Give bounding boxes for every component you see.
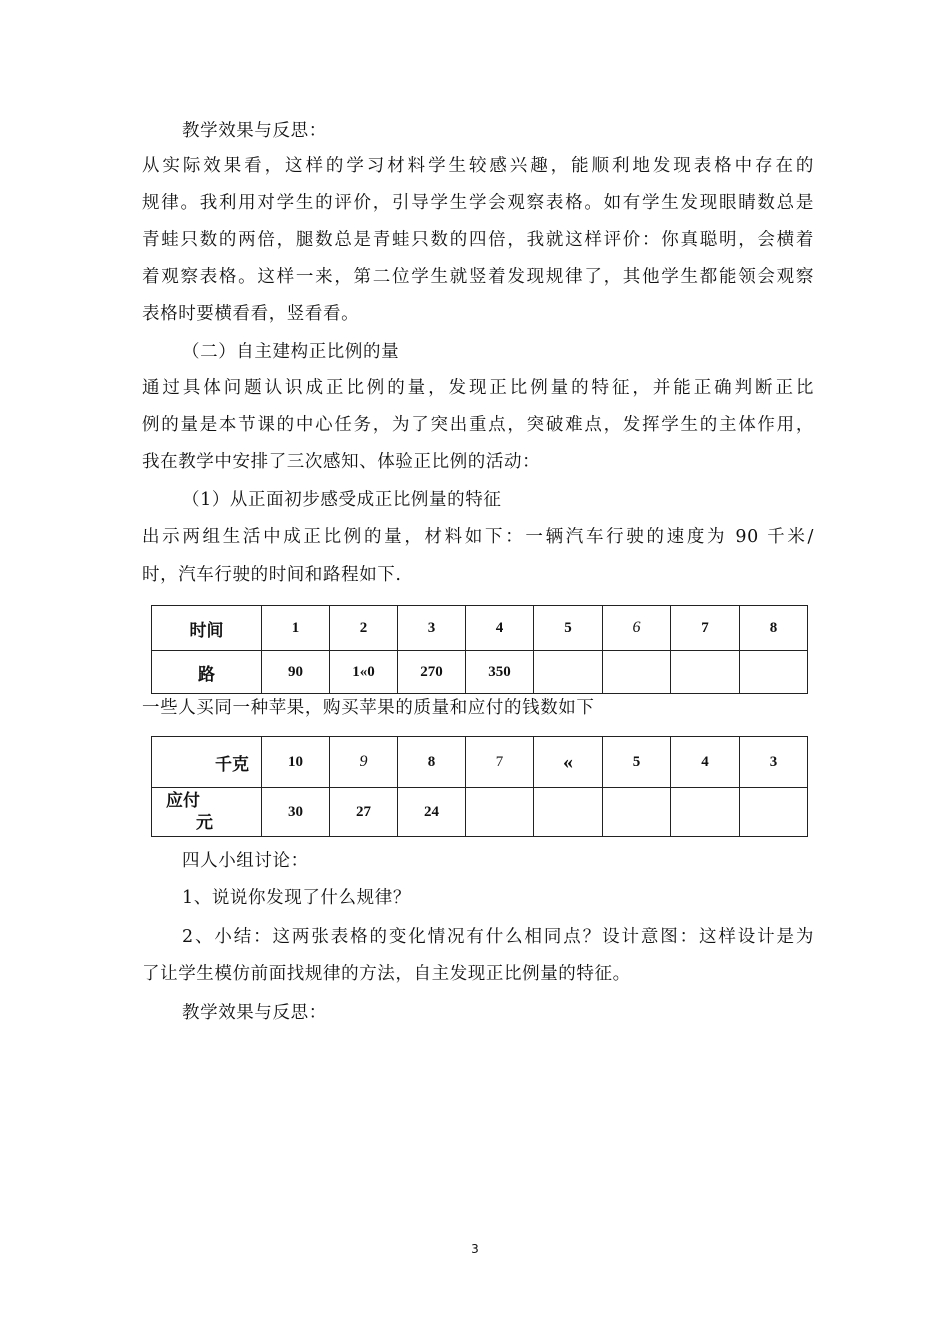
paragraph-line: 例的量是本节课的中心任务，为了突出重点，突破难点，发挥学生的主体作用， bbox=[142, 415, 814, 435]
table-cell bbox=[671, 651, 740, 694]
paragraph-line: 规律。我利用对学生的评价，引导学生学会观察表格。如有学生发现眼睛数总是 bbox=[142, 193, 814, 213]
table-cell: 270 bbox=[398, 651, 466, 694]
table-cell: 10 bbox=[262, 737, 330, 788]
table-cell bbox=[534, 788, 603, 837]
paragraph-line: 出示两组生活中成正比例的量，材料如下：一辆汽车行驶的速度为 90 千米/ bbox=[142, 527, 814, 547]
table-cell bbox=[740, 788, 808, 837]
row-label-payment bbox=[152, 788, 262, 837]
table-cell bbox=[603, 651, 671, 694]
table-cell: 4 bbox=[466, 606, 534, 651]
paragraph-line: 时，汽车行驶的时间和路程如下. bbox=[142, 565, 402, 585]
table-cell bbox=[740, 651, 808, 694]
paragraph-heading-reflection-1: 教学效果与反思： bbox=[182, 121, 327, 141]
table-cell: 8 bbox=[740, 606, 808, 651]
table-cell: 3 bbox=[740, 737, 808, 788]
table-cell: 4 bbox=[671, 737, 740, 788]
row-label-distance: 路 bbox=[152, 651, 262, 694]
paragraph-line: 1、说说你发现了什么规律？ bbox=[182, 888, 411, 908]
paragraph-line: 了让学生模仿前面找规律的方法，自主发现正比例量的特征。 bbox=[142, 964, 631, 984]
table-cell: 27 bbox=[330, 788, 398, 837]
paragraph-line: 青蛙只数的两倍，腿数总是青蛙只数的四倍，我就这样评价：你真聪明，会横着 bbox=[142, 230, 814, 250]
row-label-payment-line1: 应付 bbox=[166, 791, 200, 811]
paragraph-heading-reflection-2: 教学效果与反思： bbox=[182, 1003, 327, 1023]
apple-price-table bbox=[151, 736, 808, 837]
table-cell bbox=[603, 788, 671, 837]
time-distance-table bbox=[151, 605, 808, 694]
table-cell: 8 bbox=[398, 737, 466, 788]
table-cell: 90 bbox=[262, 651, 330, 694]
table-cell: 2 bbox=[330, 606, 398, 651]
paragraph-line: 表格时要横看看，竖看看。 bbox=[142, 304, 360, 324]
table-cell: 9 bbox=[330, 737, 398, 788]
table-cell: 24 bbox=[398, 788, 466, 837]
paragraph-line: 我在教学中安排了三次感知、体验正比例的活动： bbox=[142, 452, 541, 472]
paragraph-line: 通过具体问题认识成正比例的量，发现正比例量的特征，并能正确判断正比 bbox=[142, 378, 814, 398]
table-row bbox=[152, 651, 808, 694]
table-row bbox=[152, 737, 808, 788]
table-cell: 7 bbox=[671, 606, 740, 651]
section-heading: （二）自主建构正比例的量 bbox=[182, 342, 400, 362]
table-cell: 1 bbox=[262, 606, 330, 651]
table-cell: 6 bbox=[603, 606, 671, 651]
table-cell: 5 bbox=[603, 737, 671, 788]
paragraph-line: 从实际效果看，这样的学习材料学生较感兴趣，能顺利地发现表格中存在的 bbox=[142, 156, 814, 176]
paragraph-line: 2、小结：这两张表格的变化情况有什么相同点？设计意图：这样设计是为 bbox=[182, 927, 814, 947]
table-cell: 1«0 bbox=[330, 651, 398, 694]
row-label-payment-line2: 元 bbox=[196, 813, 213, 833]
table-cell: 5 bbox=[534, 606, 603, 651]
row-label-kilogram: 千克 bbox=[152, 737, 262, 788]
table-cell bbox=[671, 788, 740, 837]
table-row bbox=[152, 788, 808, 837]
table-cell: 30 bbox=[262, 788, 330, 837]
table-cell bbox=[534, 651, 603, 694]
table-row bbox=[152, 606, 808, 651]
paragraph-line: 一些人买同一种苹果，购买苹果的质量和应付的钱数如下 bbox=[142, 698, 595, 718]
table-cell: 350 bbox=[466, 651, 534, 694]
table-cell bbox=[466, 788, 534, 837]
page-number: 3 bbox=[471, 1242, 479, 1256]
table-cell: 3 bbox=[398, 606, 466, 651]
table-cell: 7 bbox=[466, 737, 534, 788]
paragraph-line: 四人小组讨论： bbox=[182, 851, 309, 871]
paragraph-line: 着观察表格。这样一来，第二位学生就竖着发现规律了，其他学生都能领会观察 bbox=[142, 267, 814, 287]
row-label-time: 时间 bbox=[152, 606, 262, 651]
subsection-heading: （1）从正面初步感受成正比例量的特征 bbox=[182, 490, 502, 510]
table-cell: « bbox=[534, 737, 603, 788]
